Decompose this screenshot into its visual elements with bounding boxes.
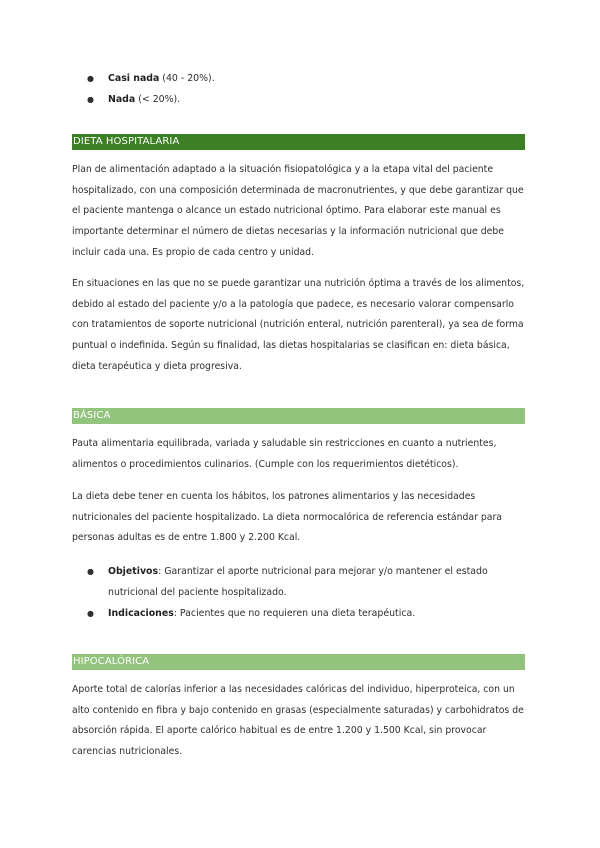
- paragraph: En situaciones en las que no se puede garantizar una nutrición óptima a través de los alimentos, debido al estado del paciente y/o a la patología que padece, es necesario valorar compensarlo con tratamientos de soporte nutricional (nutrición enteral, nutrición parenteral), ya sea de forma puntual o indefinida. Según su finalidad, las dietas hospitalarias se clasifican en: dieta básica, dieta terapéutica y dieta progresiva.: [72, 278, 525, 372]
- bullet-text: : Pacientes que no requieren una dieta terapéutica.: [173, 608, 416, 619]
- list-item: [72, 603, 527, 624]
- section-heading-hipocalorica: HIPOCALÓRICA: [72, 654, 525, 670]
- paragraph: Aporte total de calorías inferior a las necesidades calóricas del individuo, hiperproteica, con un alto contenido en fibra y bajo contenido en grasas (especialmente saturadas) y carbohidratos de absorción rápida. El aporte calórico habitual es de entre 1.200 y 1.500 Kcal, sin provocar carencias nutricionales.: [72, 684, 524, 758]
- bullet-term: Indicaciones: [108, 608, 174, 619]
- basica-bullet-list: [72, 561, 527, 624]
- bullet-term: Objetivos: [108, 566, 159, 577]
- paragraph: La dieta debe tener en cuenta los hábitos, los patrones alimentarios y las necesidades nutricionales del paciente hospitalizado. La dieta normocalórica de referencia estándar para personas adultas es de entre 1.800 y 2.200 Kcal.: [72, 491, 502, 544]
- bullet-term: Casi nada: [108, 73, 160, 84]
- intake-level-list: [72, 68, 527, 110]
- bullet-term: Nada: [108, 94, 136, 105]
- bullet-text: (< 20%).: [135, 94, 181, 105]
- bullet-text: : Garantizar el aporte nutricional para mejorar y/o mantener el estado nutricional del paciente hospitalizado.: [108, 566, 488, 598]
- bullet-text: (40 - 20%).: [159, 73, 215, 84]
- list-item: [72, 561, 527, 603]
- section-heading-dieta-hospitalaria: DIETA HOSPITALARIA: [72, 134, 525, 150]
- section-heading-basica: BÁSICA: [72, 408, 525, 424]
- list-item: [72, 68, 527, 89]
- list-item: [72, 89, 527, 110]
- paragraph: Plan de alimentación adaptado a la situación fisiopatológica y a la etapa vital del paciente hospitalizado, con una composición determinada de macronutrientes, y que debe garantizar que el paciente mantenga o alcance un estado nutricional óptimo. Para elaborar este manual es importante determinar el número de dietas necesarias y la información nutricional que debe incluir cada una. Es propio de cada centro y unidad.: [72, 164, 524, 258]
- paragraph: Pauta alimentaria equilibrada, variada y saludable sin restricciones en cuanto a nutrientes, alimentos o procedimientos culinarios. (Cumple con los requerimientos dietéticos).: [72, 438, 497, 470]
